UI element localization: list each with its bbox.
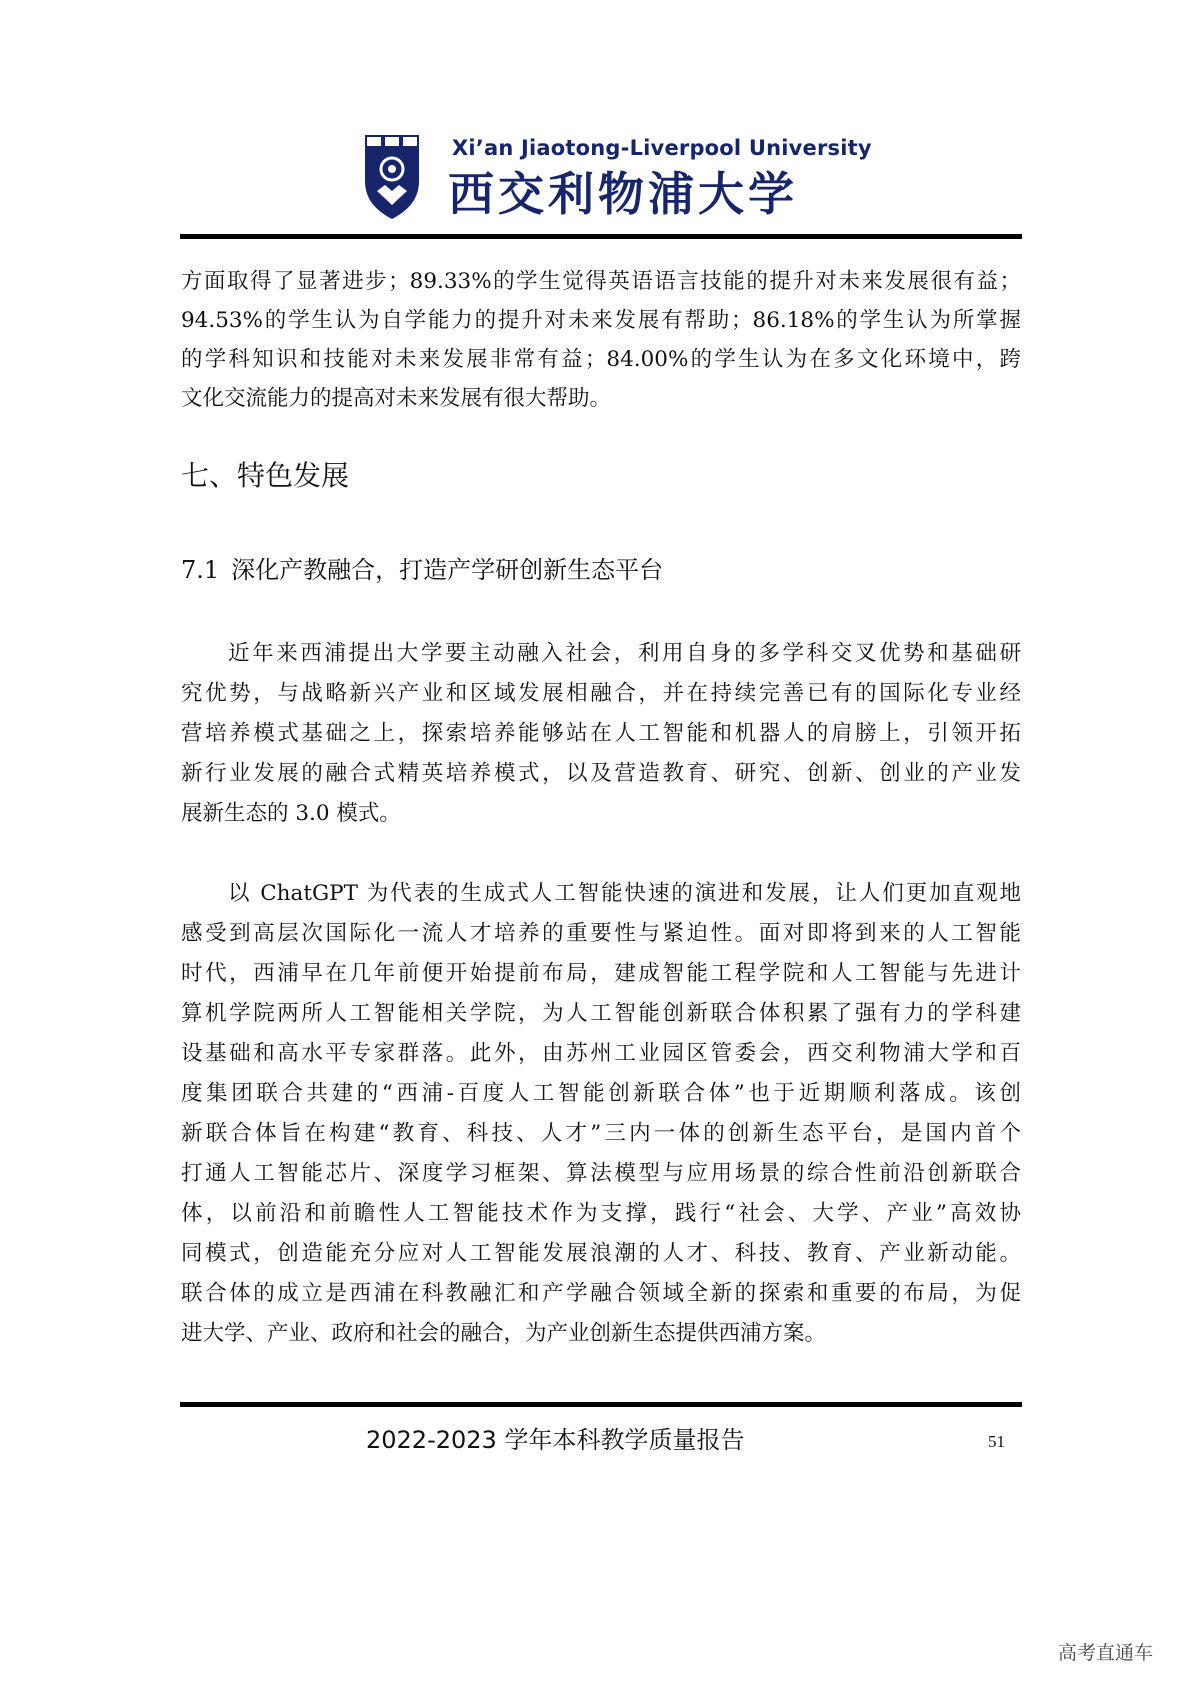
xjtlu-shield-icon bbox=[363, 133, 421, 221]
report-title: 2022-2023 学年本科教学质量报告 bbox=[366, 1426, 745, 1454]
text-line: 进大学、产业、政府和社会的融合，为产业创新生态提供西浦方案。 bbox=[181, 1321, 827, 1346]
text-line: 究优势，与战略新兴产业和区域发展相融合，并在持续完善已有的国际化专业经 bbox=[181, 681, 1021, 706]
footer-divider bbox=[180, 1402, 1022, 1407]
text-line: 同模式，创造能充分应对人工智能发展浪潮的人才、科技、教育、产业新动能。 bbox=[181, 1241, 1021, 1266]
university-name-cn: 西交利物浦大学 bbox=[448, 167, 798, 221]
text-line: 时代，西浦早在几年前便开始提前布局，建成智能工程学院和人工智能与先进计 bbox=[181, 961, 1021, 986]
subsection-heading-text: 深化产教融合，打造产学研创新生态平台 bbox=[231, 556, 664, 584]
text-line: 营培养模式基础之上，探索培养能够站在人工智能和机器人的肩膀上，引领开拓 bbox=[181, 721, 1021, 746]
section-title: 七、特色发展 bbox=[181, 459, 350, 492]
text-line: 算机学院两所人工智能相关学院，为人工智能创新联合体积累了强有力的学科建 bbox=[181, 1001, 1021, 1026]
watermark: 高考直通车 bbox=[1058, 1642, 1154, 1664]
text-line: 展新生态的 3.0 模式。 bbox=[181, 801, 401, 826]
text-line: 新行业发展的融合式精英培养模式，以及营造教育、研究、创新、创业的产业发 bbox=[181, 761, 1021, 786]
text-line: 方面取得了显著进步；89.33%的学生觉得英语语言技能的提升对未来发展很有益； bbox=[181, 269, 1021, 294]
header-divider bbox=[180, 234, 1022, 239]
text-line: 联合体的成立是西浦在科教融汇和产学融合领域全新的探索和重要的布局，为促 bbox=[181, 1281, 1021, 1306]
text-line: 94.53%的学生认为自学能力的提升对未来发展有帮助；86.18%的学生认为所掌握 bbox=[181, 308, 1021, 333]
text-line: 的学科知识和技能对未来发展非常有益；84.00%的学生认为在多文化环境中，跨 bbox=[181, 347, 1021, 372]
text-line: 度集团联合共建的“西浦-百度人工智能创新联合体”也于近期顺利落成。该创 bbox=[181, 1081, 1021, 1106]
page-number: 51 bbox=[988, 1432, 1005, 1451]
text-line: 文化交流能力的提高对未来发展有很大帮助。 bbox=[181, 386, 612, 411]
text-line: 以 ChatGPT 为代表的生成式人工智能快速的演进和发展，让人们更加直观地 bbox=[228, 881, 1021, 906]
text-line: 感受到高层次国际化一流人才培养的重要性与紧迫性。面对即将到来的人工智能 bbox=[181, 921, 1021, 946]
text-line: 新联合体旨在构建“教育、科技、人才”三内一体的创新生态平台，是国内首个 bbox=[181, 1121, 1021, 1146]
text-line: 体，以前沿和前瞻性人工智能技术作为支撑，践行“社会、大学、产业”高效协 bbox=[181, 1201, 1021, 1226]
text-line: 近年来西浦提出大学要主动融入社会，利用自身的多学科交叉优势和基础研 bbox=[228, 641, 1021, 666]
text-line: 打通人工智能芯片、深度学习框架、算法模型与应用场景的综合性前沿创新联合 bbox=[181, 1161, 1021, 1186]
university-name-en: Xi’an Jiaotong-Liverpool University bbox=[452, 136, 872, 160]
text-line: 设基础和高水平专家群落。此外，由苏州工业园区管委会，西交利物浦大学和百 bbox=[181, 1041, 1021, 1066]
subsection-number: 7.1 bbox=[181, 556, 220, 584]
subsection-title bbox=[181, 550, 663, 590]
